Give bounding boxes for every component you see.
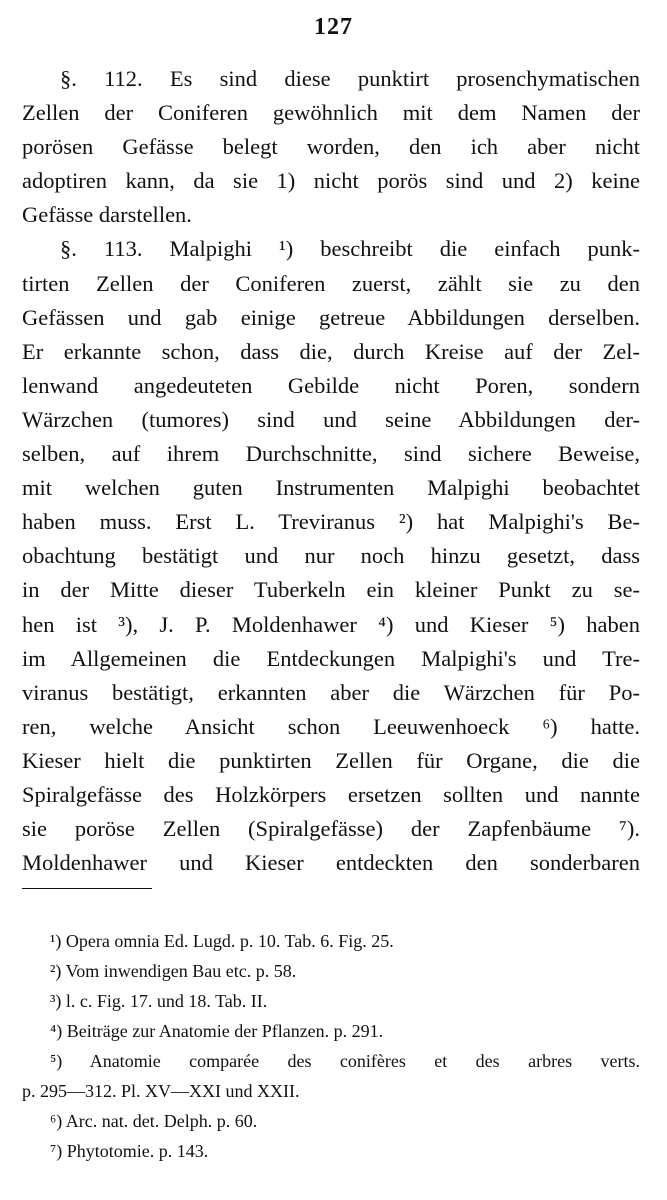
footnote: ⁴) Beiträge zur Anatomie der Pflanzen. p. 291. bbox=[50, 1021, 384, 1041]
footnote-continuation: p. 295—312. Pl. XV—XXI und XXII. bbox=[22, 1081, 300, 1101]
page-number: 127 bbox=[314, 14, 353, 40]
text-line: mit welchen guten Instrumenten Malpighi beobachtet bbox=[22, 475, 640, 501]
text-line: viranus bestätigt, erkannten aber die Wärzchen für Po- bbox=[22, 679, 640, 705]
footnote: ⁵) Anatomie comparée des conifères et des arbres verts. bbox=[50, 1051, 640, 1071]
footnote: ⁶) Arc. nat. det. Delph. p. 60. bbox=[50, 1111, 258, 1131]
text-line: Wärzchen (tumores) sind und seine Abbildungen der- bbox=[22, 406, 640, 432]
text-line: Zellen der Coniferen gewöhnlich mit dem Namen der bbox=[22, 100, 640, 126]
footnote-divider bbox=[22, 888, 152, 889]
text-line: adoptiren kann, da sie 1) nicht porös sind und 2) keine bbox=[22, 168, 640, 194]
text-line: §. 113. Malpighi ¹) beschreibt die einfach punk- bbox=[60, 236, 640, 262]
text-line: Er erkannte schon, dass die, durch Kreise auf der Zel- bbox=[22, 338, 640, 364]
text-line: Spiralgefässe des Holzkörpers ersetzen sollten und nannte bbox=[22, 781, 640, 807]
text-line: §. 112. Es sind diese punktirt prosenchymatischen bbox=[60, 66, 640, 91]
footnote: ²) Vom inwendigen Bau etc. p. 58. bbox=[50, 961, 297, 981]
footnote: ⁷) Phytotomie. p. 143. bbox=[50, 1141, 209, 1161]
text-line: Moldenhawer und Kieser entdeckten den sonderbaren bbox=[22, 850, 640, 876]
text-line: hen ist ³), J. P. Moldenhawer ⁴) und Kieser ⁵) haben bbox=[22, 611, 640, 637]
text-line: im Allgemeinen die Entdeckungen Malpighi's und Tre- bbox=[22, 645, 640, 671]
text-line: Kieser hielt die punktirten Zellen für Organe, die die bbox=[22, 747, 640, 773]
text-line: obachtung bestätigt und nur noch hinzu gesetzt, dass bbox=[22, 543, 640, 569]
footnote: ¹) Opera omnia Ed. Lugd. p. 10. Tab. 6. Fig. 25. bbox=[50, 931, 394, 951]
footnote: ³) l. c. Fig. 17. und 18. Tab. II. bbox=[50, 991, 268, 1011]
text-line: Gefässen und gab einige getreue Abbildungen derselben. bbox=[22, 304, 640, 330]
text-line: lenwand angedeuteten Gebilde nicht Poren, sondern bbox=[22, 372, 640, 398]
text-line: in der Mitte dieser Tuberkeln ein kleiner Punkt zu se- bbox=[22, 577, 640, 603]
text-line: sie poröse Zellen (Spiralgefässe) der Zapfenbäume ⁷). bbox=[22, 816, 640, 842]
text-line: Gefässe darstellen. bbox=[22, 202, 192, 228]
text-line: selben, auf ihrem Durchschnitte, sind sichere Beweise, bbox=[22, 441, 640, 467]
text-line: haben muss. Erst L. Treviranus ²) hat Malpighi's Be- bbox=[22, 509, 640, 535]
text-line: porösen Gefässe belegt worden, den ich aber nicht bbox=[22, 134, 640, 160]
text-line: tirten Zellen der Coniferen zuerst, zählt sie zu den bbox=[22, 270, 640, 296]
text-line: ren, welche Ansicht schon Leeuwenhoeck ⁶) hatte. bbox=[22, 713, 640, 739]
footnotes bbox=[22, 926, 640, 1166]
body-text bbox=[22, 62, 640, 880]
